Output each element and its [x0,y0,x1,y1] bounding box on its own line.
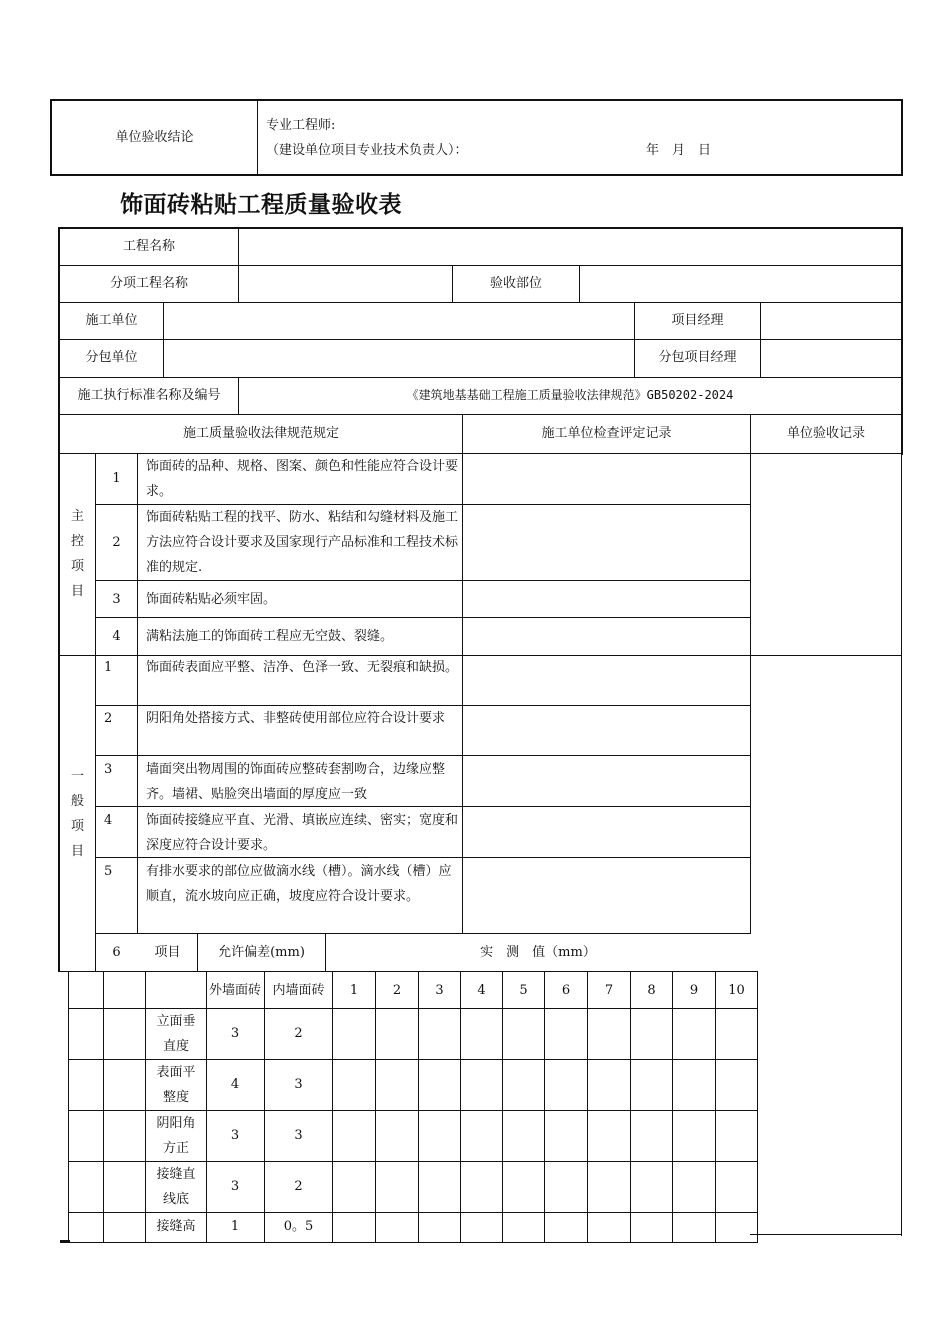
check-column-header: 施工单位检查评定记录 [541,426,672,441]
sub-project-manager-input[interactable] [761,340,901,377]
project-manager-label: 项目经理 [671,313,724,328]
measure-row-values[interactable] [333,1111,757,1161]
measure-row-values[interactable] [333,1060,757,1110]
general-item-check-cell[interactable] [463,858,750,933]
general-item-text: 阴阳角处搭接方式、非整砖使用部位应符合设计要求 [146,711,446,726]
tolerance-column-header: 允许偏差(mm) [218,945,305,960]
general-item-number: 5 [104,864,113,879]
point-header: 10 [728,983,745,998]
sub-project-manager-label: 分包项目经理 [658,350,737,365]
general-item-number: 1 [104,660,113,675]
measure-row-values[interactable] [333,1009,757,1059]
measure-row-name: 表面平整度 [156,1065,196,1105]
general-item-number: 3 [104,762,113,777]
project-manager-input[interactable] [761,303,901,339]
general-item-text: 有排水要求的部位应做滴水线（槽）。滴水线（槽）应顺直，流水坡向应正确，坡度应符合设计要求。 [146,864,452,904]
main-control-char: 主 [70,509,84,524]
general-char: 般 [70,794,84,809]
measure-row-values[interactable] [333,1213,757,1242]
inner-tile-header: 内墙面砖 [272,983,325,998]
main-item-number: 1 [112,471,121,486]
general-item-check-cell[interactable] [463,756,750,806]
main-item-check-cell[interactable] [463,454,750,504]
spec-column-header: 施工质量验收法律规范规定 [182,426,339,441]
general-char: 一 [70,769,84,784]
point-header: 7 [604,983,614,998]
general-record-cell[interactable] [751,656,901,1234]
subcontract-unit-input[interactable] [164,340,634,377]
measure-row-values[interactable] [333,1162,757,1212]
acceptance-part-label: 验收部位 [489,276,542,291]
general-char: 项 [70,819,84,834]
general-char: 目 [70,844,84,859]
main-control-record-cell[interactable] [751,454,901,655]
general-item-check-cell[interactable] [463,706,750,755]
point-header: 4 [477,983,486,998]
measure-row-outer: 3 [230,1026,240,1041]
general-item-text: 饰面砖表面应平整、洁净、色泽一致、无裂痕和缺损。 [146,660,459,675]
measure-row-name: 接缝直线底 [156,1167,196,1207]
general-item-check-cell[interactable] [463,807,750,857]
point-header: 5 [519,983,528,998]
date-label: 年 月 日 [646,143,712,158]
standard-value: 《建筑地基基础工程施工质量验收法律规范》GB50202-2024 [406,388,734,402]
sub-project-label: 分项工程名称 [109,276,188,291]
main-item-check-cell[interactable] [463,618,750,655]
point-header: 3 [435,983,444,998]
measure-row-name: 立面垂直度 [156,1014,196,1054]
record-column-header: 单位验收记录 [786,426,865,441]
responsible-label: （建设单位项目专业技术负责人）： [266,143,468,158]
measured-column-header: 实 测 值（mm） [480,945,596,960]
unit-acceptance-label: 单位验收结论 [115,130,194,145]
general-item-number: 2 [104,711,113,726]
measure-row-name: 接缝高 [156,1219,196,1234]
project-name-label: 工程名称 [122,239,175,254]
measure-row-inner: 0。5 [283,1219,314,1234]
project-name-input[interactable] [239,229,901,265]
general-item-number: 4 [104,813,113,828]
measure-row-inner: 2 [294,1179,303,1194]
general-item6-number: 6 [112,945,121,960]
subcontract-unit-label: 分包单位 [85,350,138,365]
main-item-text: 饰面砖的品种、规格、图案、颜色和性能应符合设计要求。 [146,459,459,499]
point-header: 2 [392,983,402,998]
measure-row-outer: 4 [230,1077,240,1092]
construction-unit-label: 施工单位 [85,313,138,328]
main-control-char: 项 [70,559,84,574]
outer-tile-header: 外墙面砖 [208,983,261,998]
item-column-header: 项目 [154,945,181,960]
main-item-text: 饰面砖粘贴必须牢固。 [146,592,277,607]
main-control-char: 控 [70,534,84,549]
measure-row-outer: 1 [230,1219,240,1234]
acceptance-part-input[interactable] [580,266,901,302]
engineer-label: 专业工程师: [266,118,336,133]
main-item-number: 3 [112,592,121,607]
general-item-check-cell[interactable] [463,656,750,705]
main-control-char: 目 [70,584,84,599]
main-item-number: 4 [112,629,121,644]
general-item-text: 饰面砖接缝应平直、光滑、填嵌应连续、密实；宽度和深度应符合设计要求。 [146,813,459,853]
main-item-check-cell[interactable] [463,581,750,617]
point-header: 8 [647,983,656,998]
main-item-text: 满粘法施工的饰面砖工程应无空鼓、裂缝。 [146,629,394,644]
page-title: 饰面砖粘贴工程质量验收表 [120,192,402,218]
sub-project-input[interactable] [239,266,452,302]
measure-row-name: 阴阳角方正 [156,1116,196,1156]
point-header: 6 [561,983,571,998]
general-item-text: 墙面突出物周围的饰面砖应整砖套割吻合，边缘应整齐。墙裙、贴脸突出墙面的厚度应一致 [146,762,446,802]
main-item-check-cell[interactable] [463,505,750,580]
construction-unit-input[interactable] [164,303,634,339]
point-header: 1 [349,983,359,998]
standard-label: 施工执行标准名称及编号 [77,388,221,403]
measure-row-inner: 2 [294,1026,303,1041]
point-header: 9 [689,983,699,998]
main-item-text: 饰面砖粘贴工程的找平、防水、粘结和勾缝材料及施工方法应符合设计要求及国家现行产品标准和工程技术标准的规定. [146,510,459,575]
measure-row-outer: 3 [230,1128,240,1143]
main-item-number: 2 [112,535,121,550]
measure-row-outer: 3 [230,1179,240,1194]
measure-row-inner: 3 [294,1077,303,1092]
measure-row-inner: 3 [294,1128,303,1143]
